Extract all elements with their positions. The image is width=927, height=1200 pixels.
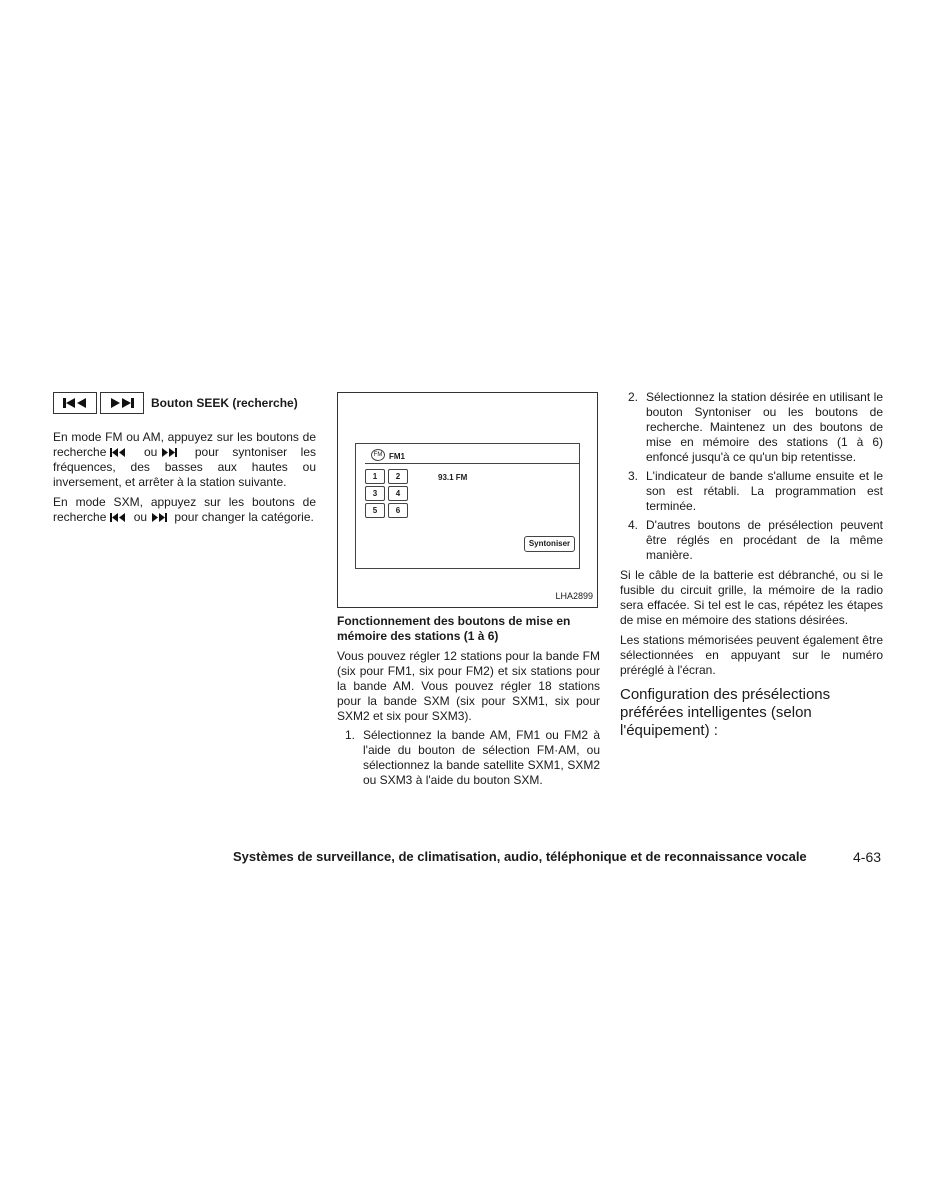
seek-p2-b: recherche [53,510,107,524]
config-heading: Configuration des présélections préférées intelligentes (selon l'équipement) : [620,686,831,739]
radio-screen [355,443,580,569]
seek-title: Bouton SEEK (recherche) [151,395,298,410]
seek-p1-a: En mode FM ou AM, appuyez sur les boutons de [53,430,316,444]
band-label: FM1 [389,452,405,461]
presets-continued-column [620,390,883,740]
step-text: L'indicateur de bande s'allume ensuite et le son est rétabli. La programmation est terminée. [646,469,883,513]
step-number: 4. [627,518,638,532]
list-item [620,518,883,563]
seek-p1-c: pour syntoniser les fréquences, des basses aux hautes ou inversement, et arrêter à la station suivante. [53,445,317,489]
preset-button-3: 3 [365,486,385,501]
step-number: 1. [344,728,355,742]
tune-button: Syntoniser [524,536,575,552]
seek-column [53,390,316,525]
seek-fm-paragraph [53,430,316,490]
seek-back-icon [110,513,126,522]
preset-button-1: 1 [365,469,385,484]
figure-code: LHA2899 [555,591,593,601]
step-text: Sélectionnez la station désirée en utilisant le bouton Syntoniser ou les boutons de recherche. Maintenez un des boutons de mise en mémoire des stations (1 à 6) enfoncé jusqu'à ce qu'un bip retentisse. [646,390,883,464]
page-number: 4-63 [853,849,882,865]
radio-screen-figure [337,392,598,608]
list-item [620,390,883,465]
step-text: D'autres boutons de présélection peuvent être réglés en procédant de la même manière. [646,518,883,562]
seek-p2-c: pour changer la catégorie. [174,510,314,524]
seek-back-button-illustration [53,392,97,414]
battery-note: Si le câble de la batterie est débranché, ou si le fusible du circuit grille, la mémoire de la radio sera effacée. Si tel est le cas, répétez les étapes de mise en mémoire des stations désirées. [620,568,883,627]
seek-p2-ou: ou [133,510,148,524]
step-text: Sélectionnez la bande AM, FM1 ou FM2 à l'aide du bouton de sélection FM·AM, ou sélectionnez la bande satellite SXM1, SXM2 ou SXM3 à l'aide du bouton SXM. [363,728,600,787]
seek-forward-button-illustration [100,392,144,414]
presets-intro: Vous pouvez régler 12 stations pour la bande FM (six pour FM1, six pour FM2) et six stations pour la bande AM. Vous pouvez régler 18 stations pour la bande SXM (six pour SXM1, six pour SXM2 et six pour SXM3). [337,649,600,723]
seek-forward-icon [161,448,177,457]
preset-button-2: 2 [388,469,408,484]
preset-button-4: 4 [388,486,408,501]
preset-button-5: 5 [365,503,385,518]
seek-forward-icon [109,397,135,409]
presets-heading: Fonctionnement des boutons de mise en mémoire des stations (1 à 6) [337,614,571,643]
seek-p2-a: En mode SXM, appuyez sur les boutons de [53,495,316,509]
step-number: 3. [627,469,638,483]
band-indicator-icon: FM [371,449,385,461]
list-item [620,469,883,514]
seek-back-icon [110,448,126,457]
frequency-display: 93.1 FM [438,473,468,482]
footer-title: Systèmes de surveillance, de climatisation, audio, téléphonique et de reconnaissance vocale [233,849,807,864]
step-number: 2. [627,390,638,404]
seek-back-icon [62,397,88,409]
seek-p1-ou: ou [143,445,158,459]
list-item [337,728,600,788]
presets-column [337,390,600,788]
seek-p1-b: recherche [53,445,107,459]
touch-note: Les stations mémorisées peuvent également être sélectionnées en appuyant sur le numéro préréglé à l'écran. [620,633,883,677]
preset-button-6: 6 [388,503,408,518]
seek-header [53,390,316,416]
screen-divider [365,463,579,464]
seek-sxm-paragraph [53,495,316,525]
seek-forward-icon [151,513,167,522]
